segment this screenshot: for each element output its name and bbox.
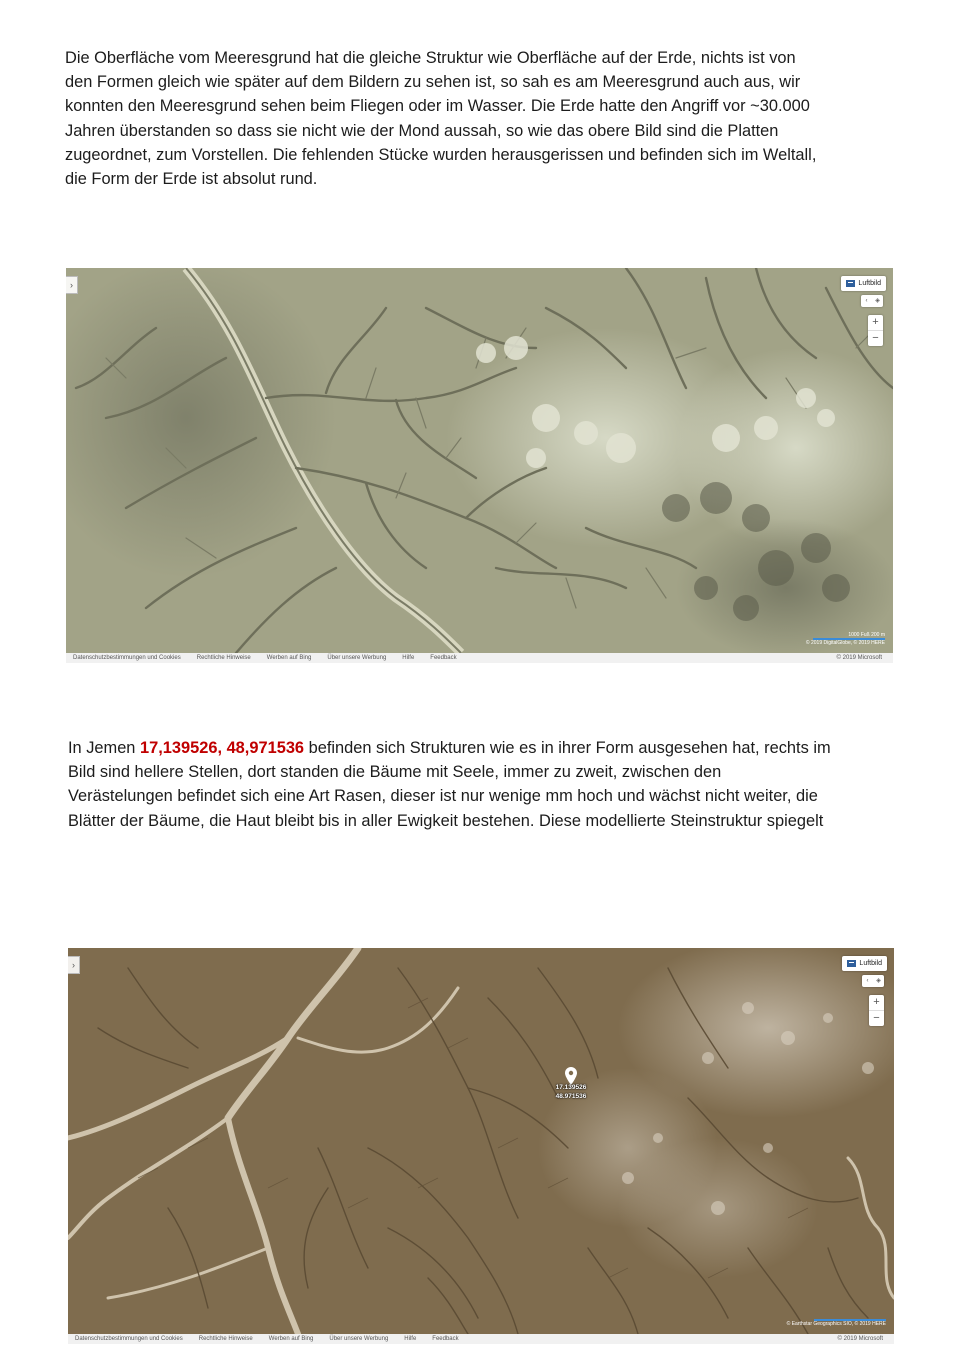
rotate-left-icon[interactable]: ‹ [866,978,869,984]
intro-line: die Form der Erde ist absolut rund. [65,170,318,189]
footer-link-feedback[interactable]: Feedback [430,655,457,661]
aerial-imagery-1[interactable] [66,268,893,653]
aerial-view-label: Luftbild [859,960,882,967]
intro-line: zugeordnet, zum Vorstellen. Die fehlenden Stücke wurden herausgerissen und befinden sich im Weltall, [65,145,817,164]
map-footer [68,1334,894,1344]
map-layer-icon [846,280,855,287]
footer-link-advertise[interactable]: Werben auf Bing [268,1336,314,1342]
yemen-line-1 [68,736,831,760]
aerial-imagery-2[interactable] [68,948,894,1334]
intro-line: den Formen gleich wie später auf dem Bildern zu sehen ist, so sah es am Meeresgrund auch aus, wir [65,73,801,92]
footer-link-feedback[interactable]: Feedback [432,1336,459,1342]
navigation-controls [862,975,884,987]
expand-panel-button[interactable]: › [68,956,80,974]
rotate-left-icon[interactable]: ‹ [865,298,868,304]
map-footer [66,653,893,663]
pin-coordinates-label [546,1083,596,1101]
footer-link-privacy[interactable]: Datenschutzbestimmungen und Cookies [73,655,181,661]
footer-link-advertise[interactable]: Werben auf Bing [266,655,312,661]
scale-label: 1000 Fuß 200 m [848,632,885,638]
intro-line: konnten den Meeresgrund sehen beim Fliegen oder im Wasser. Die Erde hatte den Angriff vor ~30.000 [65,97,810,116]
map-layer-icon [847,960,856,967]
yemen-line: Bild sind hellere Stellen, dort standen die Bäume mit Seele, immer zu zweit, zwischen den [68,763,722,782]
scale-bar [806,632,885,646]
yemen-line-1-rest: befinden sich Strukturen wie es in ihrer Form ausgesehen hat, rechts im [304,739,831,757]
terrain-image-1 [66,268,893,653]
imagery-credit: © Earthstar Geographics SIO, © 2019 HERE [786,1321,886,1327]
yemen-line: Verästelungen befindet sich eine Art Rasen, dieser ist nur wenige mm hoch und wächst nicht weiter, die [68,787,818,806]
copyright-text: © 2019 Microsoft [837,1336,883,1342]
intro-line: Jahren überstanden so dass sie nicht wie der Mond aussah, so wie das obere Bild sind die Platten [65,121,779,140]
copyright-text: © 2019 Microsoft [836,655,882,661]
expand-panel-button[interactable]: › [66,276,78,294]
aerial-view-toggle[interactable] [842,956,887,971]
zoom-controls [869,995,884,1026]
pin-latitude: 17.139526 [555,1084,587,1091]
footer-link-legal[interactable]: Rechtliche Hinweise [198,1336,253,1342]
navigation-controls [861,295,883,307]
zoom-in-button[interactable]: + [873,996,880,1008]
intro-paragraph [65,46,816,191]
aerial-view-toggle[interactable] [841,276,886,291]
locate-me-icon[interactable]: ◈ [875,298,880,304]
aerial-view-label: Luftbild [858,280,881,287]
scale-bar [787,1319,886,1327]
locate-me-icon[interactable]: ◈ [876,978,881,984]
footer-link-privacy[interactable]: Datenschutzbestimmungen und Cookies [75,1336,183,1342]
footer-link-help[interactable]: Hilfe [404,1336,417,1342]
zoom-controls [868,315,883,346]
imagery-credit: © 2019 DigitalGlobe, © 2019 HERE [805,640,885,646]
coordinates-highlight: 17,139526, 48,971536 [139,739,305,757]
footer-link-legal[interactable]: Rechtliche Hinweise [196,655,251,661]
zoom-out-button[interactable]: − [869,1010,884,1026]
footer-link-about-ads[interactable]: Über unsere Werbung [329,1336,389,1342]
yemen-prefix: In Jemen [68,739,140,757]
terrain-image-2 [68,948,894,1334]
footer-link-help[interactable]: Hilfe [402,655,415,661]
yemen-paragraph [68,736,831,833]
aerial-map-1[interactable] [66,268,893,663]
aerial-map-2[interactable] [68,948,894,1344]
zoom-in-button[interactable]: + [872,316,879,328]
yemen-line: Blätter der Bäume, die Haut bleibt bis in aller Ewigkeit bestehen. Diese modellierte Steinstruktur spiegelt [68,811,824,830]
zoom-out-button[interactable]: − [868,330,883,346]
footer-link-about-ads[interactable]: Über unsere Werbung [327,655,387,661]
intro-line: Die Oberfläche vom Meeresgrund hat die gleiche Struktur wie Oberfläche auf der Erde, nichts ist von [65,49,796,67]
pin-longitude: 48.971536 [555,1093,587,1100]
